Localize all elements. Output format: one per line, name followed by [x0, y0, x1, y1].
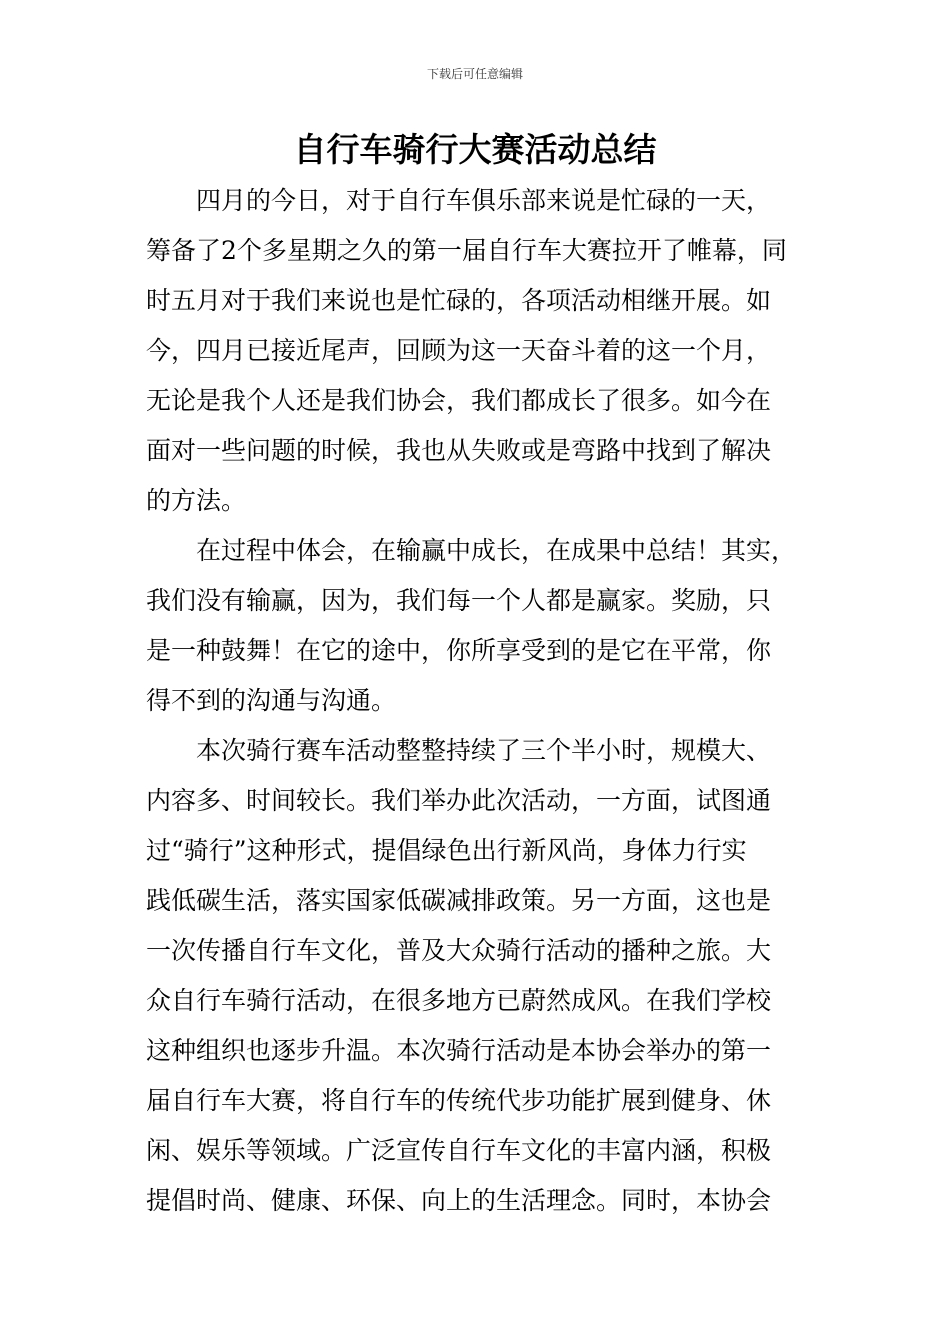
document-title: 自行车骑行大赛活动总结: [293, 130, 657, 169]
paragraph-3: 本次骑行赛车活动整整持续了三个半小时，规模大、 内容多、时间较长。我们举办此次活动，一方面，试图通 过“骑行”这种形式，提倡绿色出行新风尚，身体力行实 践低碳生活，落实国家低碳减排政策。另一方面，这也是 一次传播自行车文化，普及大众骑行活动的播种之旅。大 众自行车骑行活动，在很多地方已蔚然成风。在我们学校 这种组织也逐步升温。本次骑行活动是本协会举办的第一 届自行车大赛，将自行车的传统代步功能扩展到健身、休 闲、娱乐等领域。广泛宣传自行车文化的丰富内涵，积极 提倡时尚、健康、环保、向上的生活理念。同时，本协会: [146, 736, 772, 1215]
paragraph-1: 四月的今日，对于自行车俱乐部来说是忙碌的一天， 筹备了2个多星期之久的第一届自行车大赛拉开了帷幕，同 时五月对于我们来说也是忙碌的，各项活动相继开展。如 今，四月已接近尾声，回顾为这一天奋斗着的这一个月， 无论是我个人还是我们协会，我们都成长了很多。如今在 面对一些问题的时候，我也从失败或是弯路中找到了解决 的方法。: [146, 186, 787, 515]
header-note: 下载后可任意编辑: [426, 67, 523, 81]
document-body: [146, 176, 811, 1226]
paragraph-2: 在过程中体会，在输赢中成长，在成果中总结！其实， 我们没有输赢，因为，我们每一个人都是赢家。奖励，只 是一种鼓舞！在它的途中，你所享受到的是它在平常，你 得不到的沟通与沟通。: [146, 536, 797, 715]
